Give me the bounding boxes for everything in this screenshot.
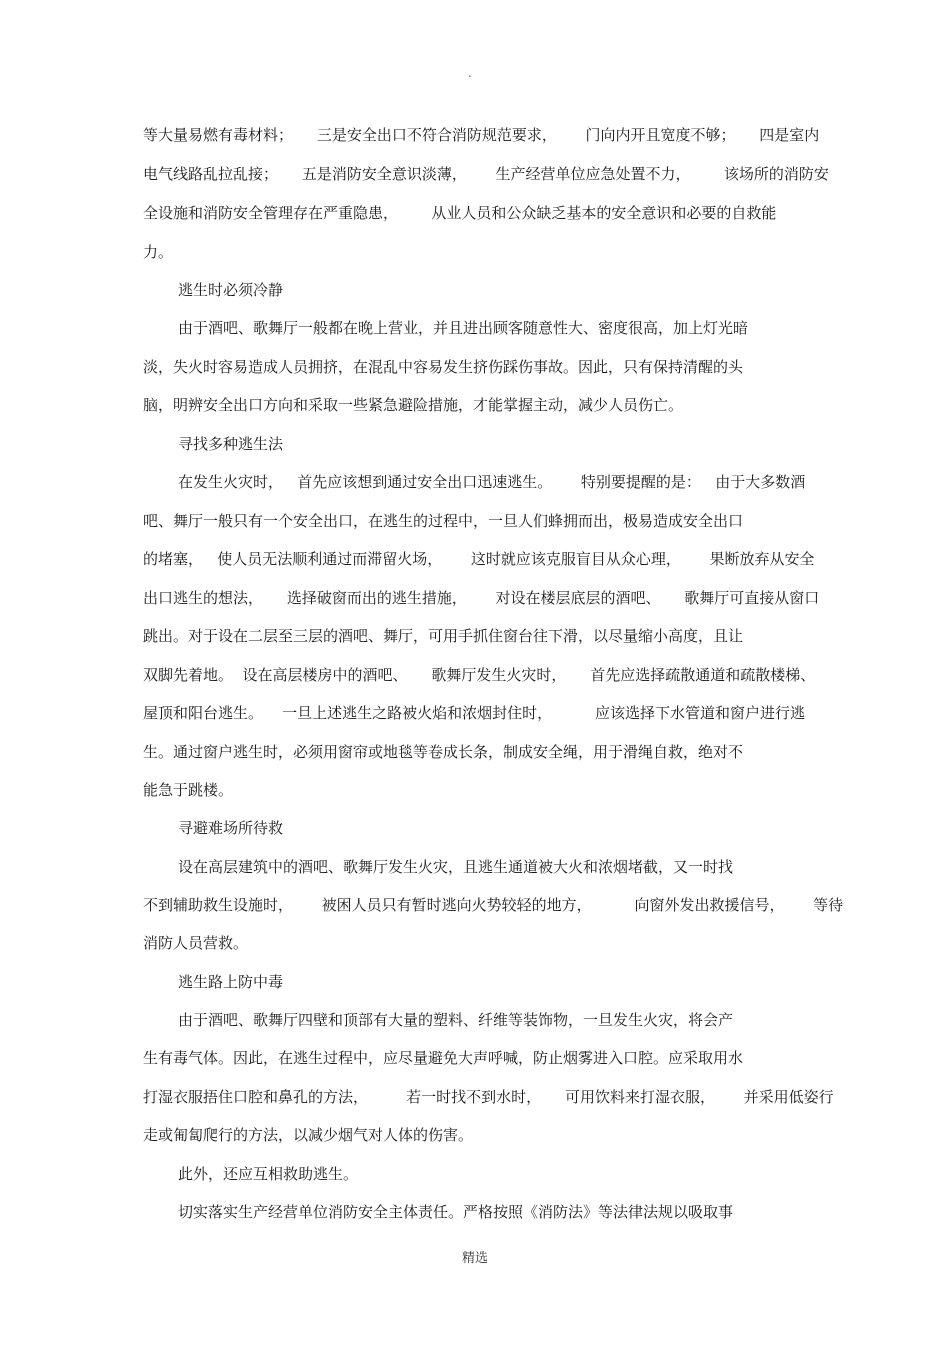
body-line-18: 能急于跳楼。 — [143, 781, 234, 799]
body-line-21: 不到辅助救生设施时， 被困人员只有暂时逃向火势较轻的地方， 向窗外发出救援信号， 等待 — [143, 896, 844, 914]
body-line-28: 此外，还应互相救助逃生。 — [178, 1165, 359, 1183]
body-line-26: 打湿衣服捂住口腔和鼻孔的方法， 若一时找不到水时， 可用饮料来打湿衣服， 并采用低姿行 — [143, 1088, 834, 1106]
section-heading-refuge: 寻避难场所待救 — [178, 819, 284, 837]
body-line-8: 脑，明辨安全出口方向和采取一些紧急避险措施，才能掌握主动，减少人员伤亡。 — [143, 396, 684, 414]
body-line-15: 双脚先着地。 设在高层楼房中的酒吧、 歌舞厅发生火灾时， 首先应选择疏散通道和疏散楼梯、 — [143, 666, 816, 684]
body-line-20: 设在高层建筑中的酒吧、歌舞厅发生火灾，且逃生通道被大火和浓烟堵截，又一时找 — [178, 858, 734, 876]
body-line-3: 全设施和消防安全管理存在严重隐患， 从业人员和公众缺乏基本的安全意识和必要的自救能 — [143, 204, 777, 222]
section-heading-poison: 逃生路上防中毒 — [178, 973, 284, 991]
body-line-11: 吧、舞厅一般只有一个安全出口，在逃生的过程中，一旦人们蜂拥而出，极易造成安全出口 — [143, 512, 744, 530]
body-line-13: 出口逃生的想法， 选择破窗而出的逃生措施， 对设在楼层底层的酒吧、 歌舞厅可直接从窗口 — [143, 589, 820, 607]
section-heading-calm: 逃生时必须冷静 — [178, 281, 284, 299]
body-line-1: 等大量易燃有毒材料； 三是安全出口不符合消防规范要求， 门向内开且宽度不够； 四是室内 — [143, 126, 820, 144]
footer-label: 精选 — [461, 1251, 488, 1266]
body-line-4: 力。 — [143, 243, 174, 261]
body-line-29: 切实落实生产经营单位消防安全主体责任。严格按照《消防法》等法律法规以吸取事 — [178, 1203, 734, 1221]
body-line-10: 在发生火灾时， 首先应该想到通过安全出口迅速逃生。 特别要提醒的是： 由于大多数酒 — [178, 473, 806, 491]
section-heading-escape-methods: 寻找多种逃生法 — [178, 435, 284, 453]
body-line-17: 生。通过窗户逃生时，必须用窗帘或地毯等卷成长条，制成安全绳，用于滑绳自救，绝对不 — [143, 743, 744, 761]
header-mark: . — [468, 66, 472, 80]
body-line-14: 跳出。对于设在二层至三层的酒吧、舞厅，可用手抓住窗台往下滑，以尽量缩小高度，且让 — [143, 627, 744, 645]
body-line-7: 淡，失火时容易造成人员拥挤，在混乱中容易发生挤伤踩伤事故。因此，只有保持清醒的头 — [143, 358, 744, 376]
body-line-12: 的堵塞， 使人员无法顺利通过而滞留火场， 这时就应该克服盲目从众心理， 果断放弃从安全 — [143, 550, 815, 568]
body-line-27: 走或匍匐爬行的方法，以减少烟气对人体的伤害。 — [143, 1126, 474, 1144]
body-line-16: 屋顶和阳台逃生。 一旦上述逃生之路被火焰和浓烟封住时， 应该选择下水管道和窗户进行逃 — [143, 704, 805, 722]
body-line-2: 电气线路乱拉乱接； 五是消防安全意识淡薄， 生产经营单位应急处置不力， 该场所的消防安 — [143, 165, 829, 183]
body-line-24: 由于酒吧、歌舞厅四壁和顶部有大量的塑料、纤维等装饰物，一旦发生火灾，将会产 — [178, 1011, 734, 1029]
body-line-25: 生有毒气体。因此，在逃生过程中，应尽量避免大声呼喊，防止烟雾进入口腔。应采取用水 — [143, 1049, 744, 1067]
body-line-6: 由于酒吧、歌舞厅一般都在晚上营业，并且进出顾客随意性大、密度很高，加上灯光暗 — [178, 319, 749, 337]
body-line-22: 消防人员营救。 — [143, 934, 249, 952]
